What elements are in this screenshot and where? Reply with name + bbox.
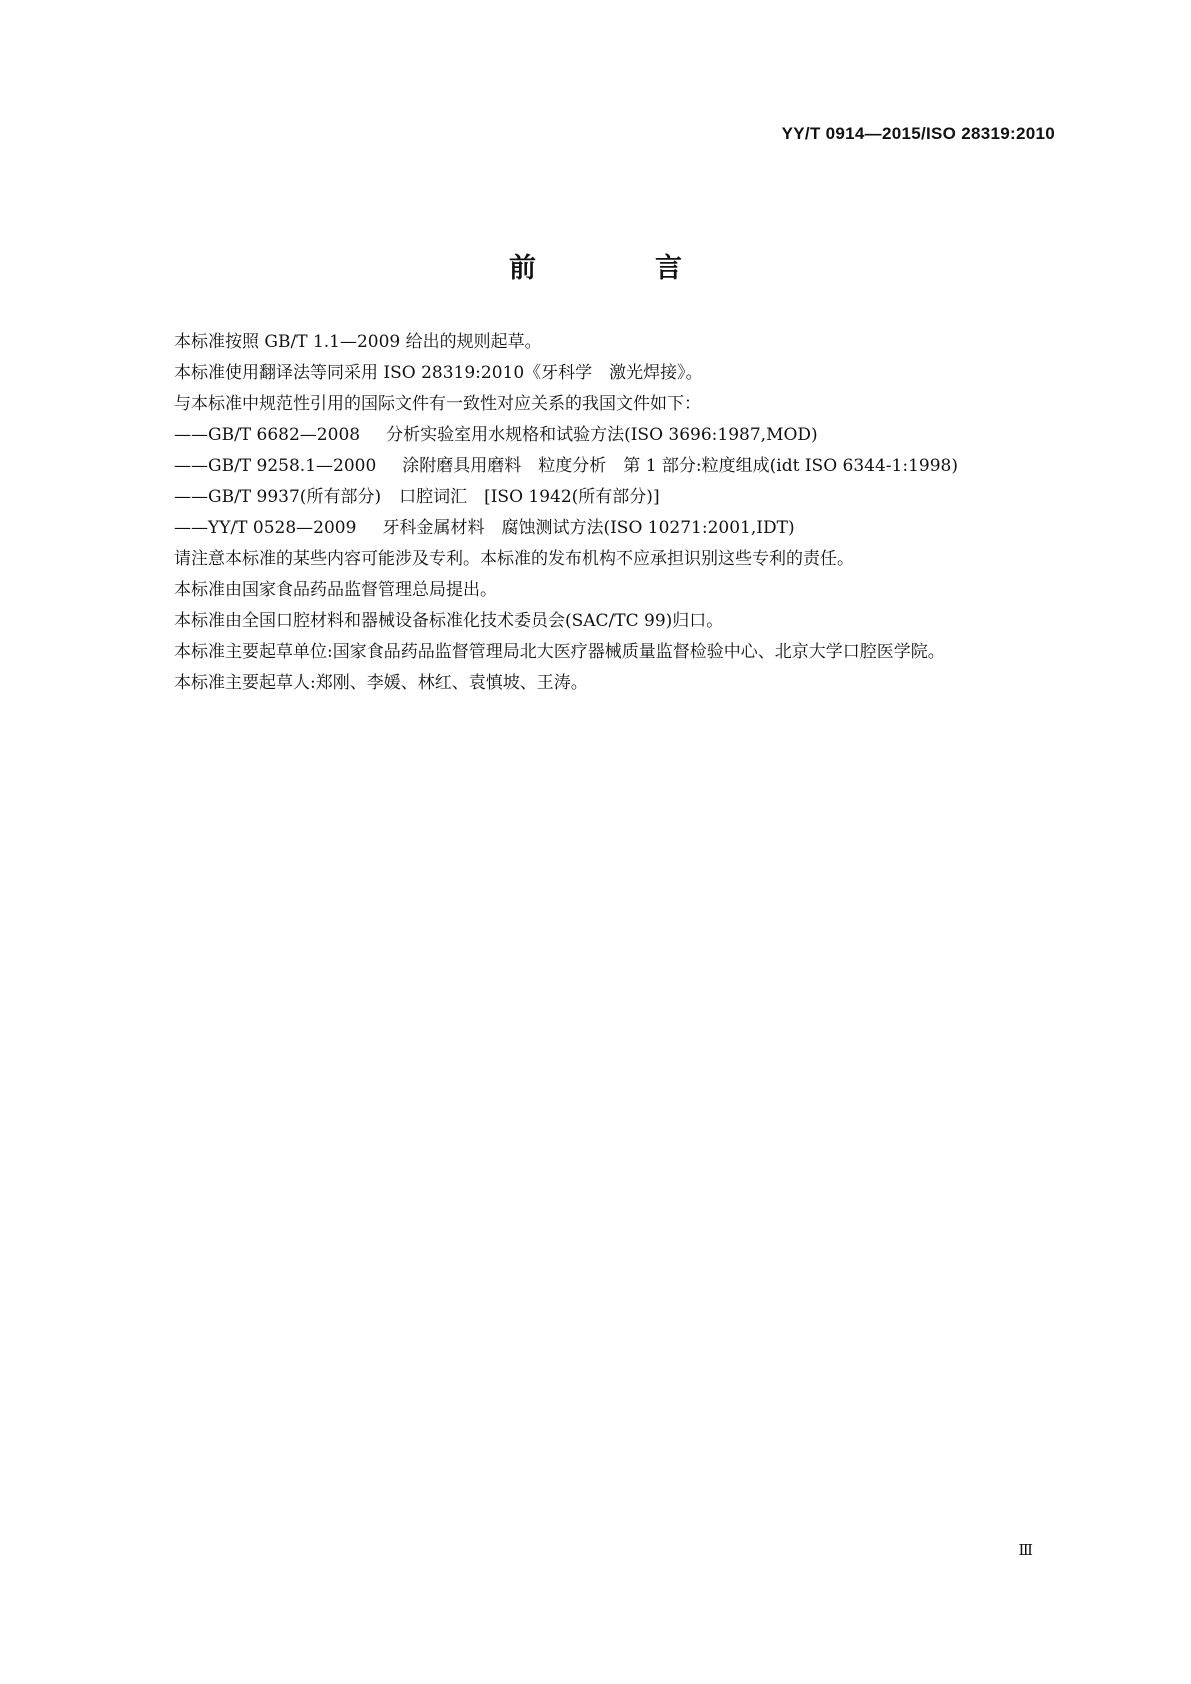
paragraph-proposer: 本标准由国家食品药品监督管理总局提出。 bbox=[174, 580, 497, 600]
reference-code: ——GB/T 9937(所有部分) bbox=[174, 487, 382, 507]
reference-item bbox=[128, 482, 1063, 513]
reference-title: 分析实验室用水规格和试验方法(ISO 3696:1987,MOD) bbox=[386, 425, 818, 445]
paragraph-references-intro: 与本标准中规范性引用的国际文件有一致性对应关系的我国文件如下： bbox=[174, 394, 701, 414]
paragraph-committee: 本标准由全国口腔材料和器械设备标准化技术委员会(SAC/TC 99)归口。 bbox=[174, 611, 724, 631]
standard-number-header: YY/T 0914—2015/ISO 28319:2010 bbox=[781, 124, 1055, 143]
reference-code: ——GB/T 6682—2008 bbox=[174, 425, 361, 445]
reference-item bbox=[128, 451, 1063, 482]
reference-code: ——GB/T 9258.1—2000 bbox=[174, 456, 377, 476]
reference-item bbox=[128, 513, 1063, 544]
reference-item bbox=[128, 420, 1063, 451]
foreword-body bbox=[128, 327, 1063, 699]
reference-code: ——YY/T 0528—2009 bbox=[174, 518, 357, 538]
page-title: 前 言 bbox=[509, 253, 728, 285]
reference-title: 牙科金属材料 腐蚀测试方法(ISO 10271:2001,IDT) bbox=[382, 518, 795, 538]
reference-title: 口腔词汇 [ISO 1942(所有部分)] bbox=[399, 487, 660, 507]
reference-title: 涂附磨具用磨料 粒度分析 第 1 部分:粒度组成(idt ISO 6344-1:1998) bbox=[402, 456, 958, 476]
paragraph-adoption: 本标准使用翻译法等同采用 ISO 28319:2010《牙科学 激光焊接》。 bbox=[174, 363, 703, 383]
paragraph-drafting-units: 本标准主要起草单位:国家食品药品监督管理局北大医疗器械质量监督检验中心、北京大学口腔医学院。 bbox=[174, 642, 945, 662]
page-number: Ⅲ bbox=[1018, 1541, 1033, 1559]
paragraph-drafters: 本标准主要起草人:郑刚、李媛、林红、袁慎坡、王涛。 bbox=[174, 673, 588, 693]
paragraph-drafting-rules: 本标准按照 GB/T 1.1—2009 给出的规则起草。 bbox=[174, 332, 542, 352]
paragraph-patent-notice: 请注意本标准的某些内容可能涉及专利。本标准的发布机构不应承担识别这些专利的责任。 bbox=[174, 549, 854, 569]
